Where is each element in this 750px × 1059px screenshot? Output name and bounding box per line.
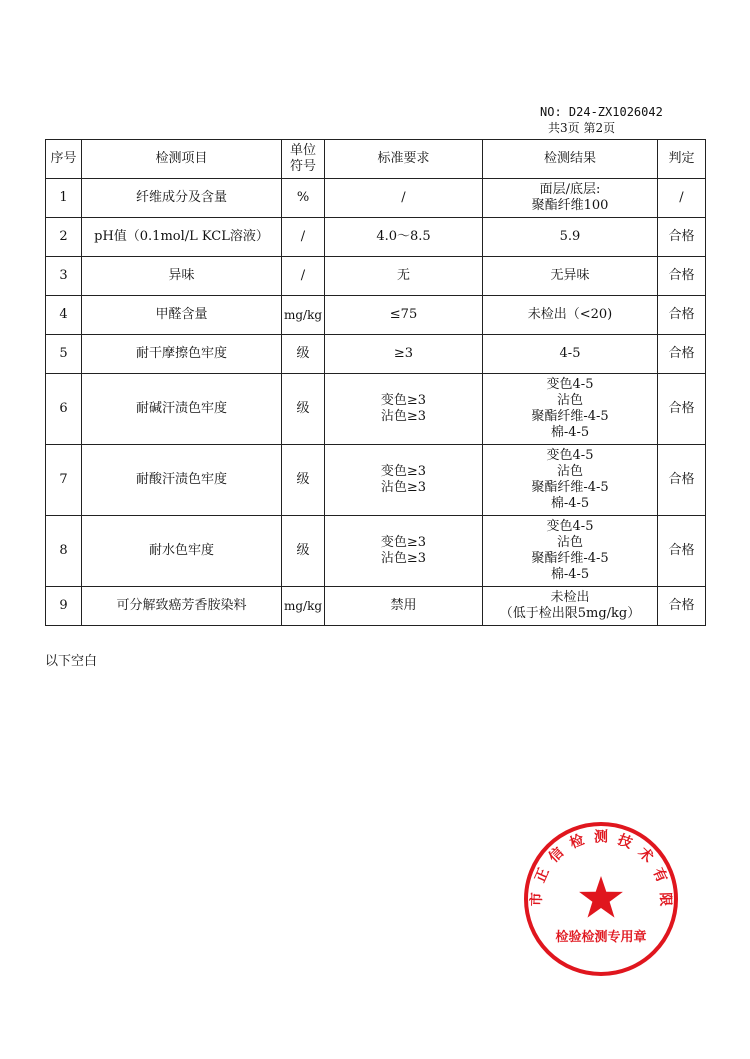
cell-result bbox=[483, 516, 658, 587]
cell-index: 8 bbox=[46, 516, 82, 587]
cell-index: 9 bbox=[46, 587, 82, 626]
result-line: 棉-4-5 bbox=[550, 425, 590, 440]
cell-item: 甲醛含量 bbox=[82, 296, 282, 335]
table-body bbox=[46, 179, 706, 626]
cell-index: 6 bbox=[46, 374, 82, 445]
result-line: 棉-4-5 bbox=[550, 496, 590, 511]
standard-line: 变色≥3 bbox=[380, 393, 427, 408]
header-unit-line2: 符号 bbox=[289, 159, 316, 174]
cell-unit: mg/kg bbox=[282, 296, 325, 335]
cell-item: 异味 bbox=[82, 257, 282, 296]
table-row bbox=[46, 374, 706, 445]
cell-judgement: / bbox=[658, 179, 706, 218]
table-row bbox=[46, 587, 706, 626]
table-row bbox=[46, 335, 706, 374]
cell-result bbox=[483, 374, 658, 445]
cell-judgement: 合格 bbox=[658, 587, 706, 626]
cell-unit: % bbox=[282, 179, 325, 218]
header-standard: 标准要求 bbox=[325, 140, 483, 179]
standard-line: 禁用 bbox=[390, 598, 417, 613]
cell-unit: 级 bbox=[282, 335, 325, 374]
standard-line: ≤75 bbox=[389, 307, 418, 322]
result-line: 未检出（<20) bbox=[527, 307, 613, 322]
standard-line: 沾色≥3 bbox=[380, 480, 427, 495]
header-judgement: 判定 bbox=[658, 140, 706, 179]
header-result: 检测结果 bbox=[483, 140, 658, 179]
cell-standard bbox=[325, 218, 483, 257]
cell-result bbox=[483, 296, 658, 335]
official-seal bbox=[522, 820, 680, 978]
standard-line: 沾色≥3 bbox=[380, 551, 427, 566]
cell-standard bbox=[325, 296, 483, 335]
cell-unit: 级 bbox=[282, 445, 325, 516]
cell-unit: / bbox=[282, 257, 325, 296]
seal-graphic bbox=[522, 820, 680, 978]
cell-result bbox=[483, 218, 658, 257]
result-line: 聚酯纤维-4-5 bbox=[531, 480, 609, 495]
result-line: 4-5 bbox=[559, 346, 581, 361]
cell-index: 5 bbox=[46, 335, 82, 374]
seal-purpose: 检验检测专用章 bbox=[555, 930, 647, 945]
cell-item: 耐干摩擦色牢度 bbox=[82, 335, 282, 374]
cell-index: 7 bbox=[46, 445, 82, 516]
standard-line: 4.0～8.5 bbox=[376, 229, 431, 244]
result-line: 聚酯纤维100 bbox=[531, 198, 609, 213]
header-unit bbox=[282, 140, 325, 179]
cell-judgement: 合格 bbox=[658, 516, 706, 587]
result-line: 变色4-5 bbox=[546, 519, 594, 534]
result-line: 变色4-5 bbox=[546, 377, 594, 392]
cell-item: 纤维成分及含量 bbox=[82, 179, 282, 218]
cell-unit: / bbox=[282, 218, 325, 257]
cell-index: 4 bbox=[46, 296, 82, 335]
result-line: 沾色 bbox=[556, 393, 583, 408]
standard-line: 沾色≥3 bbox=[380, 409, 427, 424]
seal-star-icon bbox=[579, 876, 623, 918]
standard-line: 变色≥3 bbox=[380, 535, 427, 550]
header-index: 序号 bbox=[46, 140, 82, 179]
cell-judgement: 合格 bbox=[658, 218, 706, 257]
cell-item: pH值（0.1mol/L KCL溶液） bbox=[82, 218, 282, 257]
cell-result bbox=[483, 445, 658, 516]
cell-standard bbox=[325, 257, 483, 296]
header-unit-line1: 单位 bbox=[289, 143, 316, 158]
table-row bbox=[46, 296, 706, 335]
cell-index: 1 bbox=[46, 179, 82, 218]
table-row bbox=[46, 257, 706, 296]
cell-result bbox=[483, 335, 658, 374]
cell-standard bbox=[325, 587, 483, 626]
cell-standard bbox=[325, 516, 483, 587]
cell-item: 耐水色牢度 bbox=[82, 516, 282, 587]
result-line: 未检出 bbox=[550, 590, 590, 605]
blank-below-note: 以下空白 bbox=[45, 654, 98, 669]
report-number: NO: D24-ZX1026042 bbox=[540, 105, 663, 119]
standard-line: 无 bbox=[396, 268, 410, 283]
cell-unit: 级 bbox=[282, 374, 325, 445]
cell-judgement: 合格 bbox=[658, 445, 706, 516]
result-line: 沾色 bbox=[556, 535, 583, 550]
seal-org-name: 市正信检测技术有限 bbox=[528, 829, 674, 907]
result-line: 5.9 bbox=[559, 229, 581, 244]
cell-standard bbox=[325, 445, 483, 516]
table-row bbox=[46, 218, 706, 257]
result-line: 聚酯纤维-4-5 bbox=[531, 409, 609, 424]
cell-result bbox=[483, 257, 658, 296]
result-line: 无异味 bbox=[550, 268, 590, 283]
cell-standard bbox=[325, 335, 483, 374]
cell-judgement: 合格 bbox=[658, 374, 706, 445]
cell-standard bbox=[325, 374, 483, 445]
table-header-row bbox=[46, 140, 706, 179]
result-line: 变色4-5 bbox=[546, 448, 594, 463]
result-line: 沾色 bbox=[556, 464, 583, 479]
cell-index: 3 bbox=[46, 257, 82, 296]
cell-unit: mg/kg bbox=[282, 587, 325, 626]
table-row bbox=[46, 445, 706, 516]
cell-unit: 级 bbox=[282, 516, 325, 587]
cell-item: 可分解致癌芳香胺染料 bbox=[82, 587, 282, 626]
standard-line: ≥3 bbox=[393, 346, 414, 361]
cell-item: 耐酸汗渍色牢度 bbox=[82, 445, 282, 516]
page-indicator: 共3页 第2页 bbox=[548, 121, 616, 135]
cell-standard bbox=[325, 179, 483, 218]
standard-line: 变色≥3 bbox=[380, 464, 427, 479]
cell-judgement: 合格 bbox=[658, 296, 706, 335]
test-results-table bbox=[45, 139, 706, 626]
report-number-block bbox=[540, 104, 690, 136]
cell-result bbox=[483, 587, 658, 626]
cell-judgement: 合格 bbox=[658, 257, 706, 296]
table-row bbox=[46, 516, 706, 587]
cell-judgement: 合格 bbox=[658, 335, 706, 374]
cell-item: 耐碱汗渍色牢度 bbox=[82, 374, 282, 445]
result-line: 棉-4-5 bbox=[550, 567, 590, 582]
table-row bbox=[46, 179, 706, 218]
standard-line: / bbox=[401, 190, 406, 205]
cell-index: 2 bbox=[46, 218, 82, 257]
result-line: 面层/底层: bbox=[539, 182, 601, 197]
cell-result bbox=[483, 179, 658, 218]
result-line: 聚酯纤维-4-5 bbox=[531, 551, 609, 566]
header-item: 检测项目 bbox=[82, 140, 282, 179]
result-line: （低于检出限5mg/kg） bbox=[499, 606, 641, 621]
